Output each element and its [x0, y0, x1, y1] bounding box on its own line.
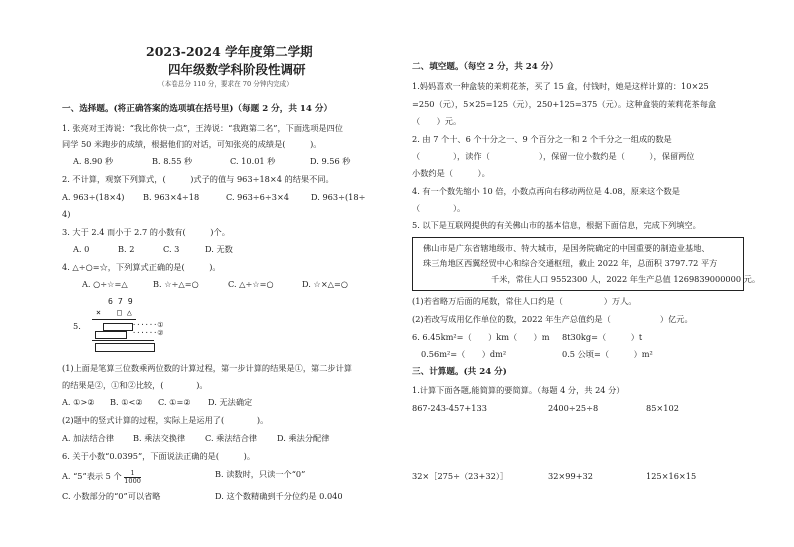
f1-line2: =250（元），5×25=125（元），250+125=375（元）。这种盒装的茉莉花茶每盒 [412, 99, 717, 109]
q6-text: 6. 关于小数“0.0395”，下面说法正确的是( )。 [62, 451, 256, 461]
score-note: （本卷总分 110 分，要求在 70 分钟内完成） [158, 80, 293, 88]
q3-option-c: C. 3 [163, 244, 180, 254]
q5-sub1-text-a: (1)上面是笔算三位数乘两位数的计算过程，第一步计算的结果是①，第二步计算 [62, 363, 352, 373]
q5-sub1-option-b: B. ①<② [110, 397, 143, 407]
q5-mult-top: 6 7 9 [108, 296, 133, 306]
q5-sub1-option-c: C. ①=② [158, 397, 191, 407]
q5-sub1-option-d: D. 无法确定 [208, 397, 253, 407]
q5-mark-2: ······② [132, 329, 164, 337]
f6-d: 0.5 公顷=（ ）m² [562, 349, 653, 359]
q4-option-d: D. ☆×△=○ [302, 279, 348, 289]
title-line2: 四年级数学科阶段性调研 [168, 62, 306, 77]
foshan-info-line3: 千米，常住人口 9552300 人，2022 年生产总值 1269839000000 元。 [491, 274, 761, 284]
calc-instruction: 1.计算下面各题,能简算的要简算。（每题 4 分，共 24 分） [412, 385, 625, 395]
q5-mult-underline [92, 319, 136, 320]
q5-mult-operator: × [96, 307, 101, 317]
foshan-info-line1: 佛山市是广东省辖地级市、特大城市，是国务院确定的中国重要的制造业基地、 [423, 243, 710, 253]
q1-text-b: 同学 50 米跑步的成绩，根据他们的对话，可知张亮的成绩是( )。 [62, 139, 322, 149]
f6-b: 8t30kg=（ ）t [562, 332, 643, 342]
q5-number: 5. [73, 321, 81, 331]
q5-partial-product-2 [95, 331, 127, 339]
f5-line: 5. 以下是互联网提供的有关佛山市的基本信息，根据下面信息，完成下列填空。 [412, 220, 701, 230]
q6-option-c: C. 小数部分的“0”可以省略 [62, 491, 161, 501]
calc-item-4: 32×［275÷（23+32）］ [412, 471, 509, 481]
q6-option-a-text: A. “5”表示 5 个 [62, 471, 122, 481]
q1-text-a: 1. 张亮对王涛说：“我比你快一点”，王涛说：“我跑第二名”，下面选项是四位 [62, 123, 343, 133]
q4-option-b: B. ☆÷△=○ [153, 279, 199, 289]
q5-mark-1: ······① [132, 321, 164, 329]
section-choice-heading: 一、选择题。(将正确答案的选项填在括号里)（每题 2 分，共 14 分） [62, 104, 333, 114]
q5-sub2-option-d: D. 乘法分配律 [277, 433, 330, 443]
section-calc-heading: 三、计算题。(共 24 分) [412, 367, 507, 377]
q5-sub2-option-a: A. 加法结合律 [62, 433, 115, 443]
q6-fraction-denominator: 1000 [124, 476, 141, 485]
q6-option-a [62, 470, 141, 484]
q1-option-a: A. 8.90 秒 [73, 156, 114, 166]
q1-option-b: B. 8.55 秒 [152, 156, 193, 166]
q2-option-d-tail: 4) [62, 209, 71, 219]
q5-partial-product-1 [103, 323, 133, 331]
q2-option-a: A. 963÷(18×4) [62, 192, 125, 202]
f2-line1: 2. 由 7 个十、6 个十分之一、9 个百分之一和 2 个千分之一组成的数是 [412, 134, 672, 144]
calc-item-1: 867-243-457+133 [412, 403, 487, 413]
q3-option-a: A. 0 [73, 244, 90, 254]
f6-a: 6. 6.45km²=（ ）km（ ）m [412, 332, 550, 342]
q5-mult-squares: □ △ [117, 307, 132, 317]
q5-final-product [95, 343, 155, 352]
foshan-info-box [412, 237, 761, 291]
title-line1: 2023-2024 学年度第二学期 [146, 44, 313, 59]
calc-item-6: 125×16×15 [646, 471, 697, 481]
q6-fraction-numerator: 1 [124, 470, 141, 478]
q6-option-b: B. 读数时，只读一个“0” [215, 469, 306, 479]
q5-sub1-option-a: A. ①>② [62, 397, 95, 407]
foshan-info-line2: 珠三角地区西翼经贸中心和综合交通枢纽，截止 2022 年，总面积 3797.72 平方 [423, 258, 718, 268]
calc-item-2: 2400÷25÷8 [548, 403, 599, 413]
f6-c: 0.56m²=（ ）dm² [421, 349, 507, 359]
q5-sub2-text: (2)题中的竖式计算的过程，实际上是运用了( )。 [62, 415, 269, 425]
q1-option-c: C. 10.01 秒 [230, 156, 276, 166]
q4-option-a: A. ○÷☆=△ [82, 279, 128, 289]
q2-option-c: C. 963÷6÷3×4 [226, 192, 290, 202]
f2-line2: （ ），读作（ ），保留一位小数约是（ ），保留两位 [412, 151, 695, 161]
q1-option-d: D. 9.56 秒 [310, 156, 351, 166]
f1-line3: （ ）元。 [412, 116, 462, 126]
f4-line2: （ ）。 [412, 203, 466, 213]
f4-line: 4. 有一个数先缩小 10 倍，小数点再向右移动两位是 4.08，原来这个数是 [412, 186, 680, 196]
f5-sub2: (2)若改写成用亿作单位的数，2022 年生产总值约是（ ）亿元。 [412, 314, 693, 324]
f5-sub1: (1)若省略万后面的尾数，常住人口约是（ ）万人。 [412, 296, 637, 306]
q5-sub2-option-c: C. 乘法结合律 [205, 433, 258, 443]
q6-fraction [124, 470, 141, 484]
q5-sub1-text-b: 的结果是②，①和②比较，( )。 [62, 380, 208, 390]
q4-text: 4. △÷○=☆，下列算式正确的是( )。 [62, 262, 221, 272]
q3-option-d: D. 无数 [205, 244, 233, 254]
section-fill-heading: 二、填空题。（每空 2 分，共 24 分） [412, 62, 558, 72]
q5-sub2-option-b: B. 乘法交换律 [133, 433, 186, 443]
q2-option-b: B. 963×4÷18 [143, 192, 200, 202]
q6-option-d: D. 这个数精确到千分位约是 0.040 [215, 491, 343, 501]
q2-text: 2. 不计算，观察下列算式，( )式子的值与 963÷18×4 的结果不同。 [62, 174, 334, 184]
q4-option-c: C. △÷☆=○ [228, 279, 274, 289]
q2-option-d: D. 963÷(18÷ [311, 192, 366, 202]
q3-option-b: B. 2 [118, 244, 135, 254]
calc-item-5: 32×99+32 [548, 471, 593, 481]
calc-item-3: 85×102 [646, 403, 679, 413]
q5-sum-underline [92, 340, 154, 341]
f2-line3: 小数约是（ ）。 [412, 168, 490, 178]
f1-line1: 1.妈妈喜欢一种盒装的茉莉花茶，买了 15 盒，付钱时，她是这样计算的：10×25 [412, 81, 709, 91]
q3-text: 3. 大于 2.4 而小于 2.7 的小数有( )个。 [62, 227, 230, 237]
